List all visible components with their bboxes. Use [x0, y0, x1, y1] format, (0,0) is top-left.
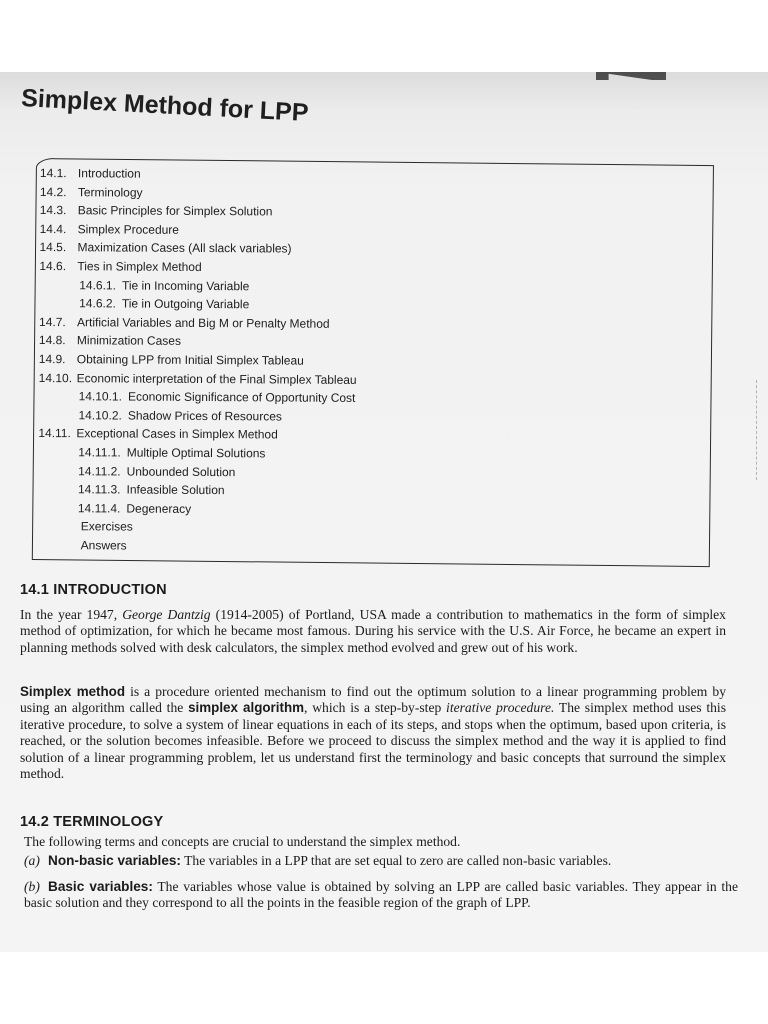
toc-entry-title: Tie in Outgoing Variable — [121, 296, 250, 312]
toc-entry-number: 14.10.1. — [78, 389, 123, 404]
page-edge-marks — [756, 380, 763, 480]
toc-entry-number: 14.11. — [38, 426, 71, 441]
toc-entry-number: 14.10. — [38, 370, 73, 385]
item-label: (a) — [24, 853, 40, 868]
toc-entry-number: 14.11.2. — [78, 463, 121, 478]
toc-entry-number: 14.8. — [38, 333, 66, 348]
terminology-item-b — [24, 879, 738, 912]
toc-entry-title: Economic interpretation of the Final Simplex Tableau — [76, 370, 357, 387]
toc-entry-title: Economic Significance of Opportunity Cost — [127, 389, 356, 406]
toc-entry-title: Multiple Optimal Solutions — [126, 445, 266, 461]
toc-entry-title: Basic Principles for Simplex Solution — [77, 203, 273, 219]
toc-entry-number: 14.4. — [39, 221, 67, 236]
toc-entry-title: Terminology — [77, 184, 143, 200]
toc-entry-number: 14.6.1. — [79, 277, 117, 293]
item-text: The variables whose value is obtained by solving an LPP are called basic variables. They appear in the basic solution and they correspond to all the points in the feasible region of the graph of LPP. — [24, 879, 739, 911]
toc-entry-title: Exceptional Cases in Simplex Method — [76, 426, 278, 442]
intro-paragraph-1 — [20, 607, 726, 656]
toc-entry-number: 14.6.2. — [79, 296, 116, 311]
toc-entry-number: 14.7. — [39, 314, 66, 329]
section-heading-introduction: 14.1 INTRODUCTION — [20, 582, 167, 598]
intro-paragraph-2 — [20, 684, 726, 782]
toc-entry-number: 14.11.3. — [77, 482, 121, 497]
toc-entry-title: Ties in Simplex Method — [77, 259, 202, 274]
chapter-title: Simplex Method for LPP — [20, 84, 310, 128]
toc-entry-number: 14.1. — [39, 166, 67, 181]
toc-entry-title: Unbounded Solution — [126, 464, 236, 479]
toc-entry-title: Degeneracy — [126, 501, 192, 516]
intro-p1-text-b: (1914-2005) of Portland, USA made a contribution to mathematics in the form of simplex method of optimization, for which he became most famous. During his service with the U.S. Air Force, he became an expert in planning methods solved with desk calculators, the simplex method evolved and grew out of his work. — [20, 607, 726, 655]
intro-p2-term: Simplex method — [20, 684, 126, 699]
intro-p2-text-b: , which is a step-by-step — [304, 700, 447, 716]
toc-entry-number: 14.2. — [39, 184, 67, 199]
toc-entry-title: Exercises — [80, 519, 133, 534]
item-label: (b) — [24, 879, 40, 894]
toc-entry-title: Artificial Variables and Big M or Penalty Method — [77, 314, 330, 331]
toc-entry-number: 14.6. — [39, 258, 67, 274]
toc-entry-title: Introduction — [77, 166, 141, 181]
toc-entry-number: 14.10.2. — [78, 407, 122, 423]
toc-entry-number: 14.3. — [39, 203, 67, 218]
intro-p2-iterative: iterative procedure. — [446, 700, 555, 716]
item-term: Basic variables: — [48, 879, 153, 894]
toc-entry-title: Maximization Cases (All slack variables) — [77, 240, 292, 256]
toc-entry-number: 14.11.4. — [77, 500, 121, 516]
intro-p1-text-a: In the year 1947, — [20, 607, 123, 622]
toc-entry-title: Answers — [80, 538, 127, 553]
toc-entry-title: Shadow Prices of Resources — [127, 408, 282, 424]
toc-entry-title: Simplex Procedure — [77, 222, 180, 237]
section-heading-terminology: 14.2 TERMINOLOGY — [20, 814, 164, 830]
toc-entry-number: 14.5. — [39, 240, 67, 255]
terminology-lead: The following terms and concepts are crucial to understand the simplex method. — [24, 834, 461, 849]
table-of-contents — [38, 166, 700, 560]
terminology-item-a — [24, 853, 738, 869]
toc-entry-title: Infeasible Solution — [126, 482, 225, 498]
intro-p2-text-a: is a procedure oriented mechanism to find out the optimum solution to a linear programming problem by using an algorithm called the — [20, 684, 726, 716]
toc-entry-title: Obtaining LPP from Initial Simplex Tableau — [76, 352, 304, 368]
intro-p2-algorithm: simplex algorithm — [188, 700, 305, 716]
item-term: Non-basic variables: — [48, 853, 181, 868]
toc-entry-title: Minimization Cases — [76, 333, 182, 349]
toc-entry-title: Tie in Incoming Variable — [121, 278, 250, 293]
intro-p2-text-c: The simplex method uses this iterative procedure, to solve a system of linear equations in each of its steps, and stops when the optimum, based upon criteria, is reached, or the solution becomes infeasible. Before we proceed to discuss the simplex method and the way it is applied to find solution of a linear programming problem, let us understand first the terminology and basic concepts that surround the simplex method. — [20, 700, 726, 782]
intro-p1-name: George Dantzig — [122, 607, 211, 622]
toc-entry-number: 14.9. — [38, 351, 66, 367]
toc-entry-number: 14.11.1. — [78, 445, 121, 460]
item-text: The variables in a LPP that are set equal to zero are called non-basic variables. — [180, 853, 612, 868]
